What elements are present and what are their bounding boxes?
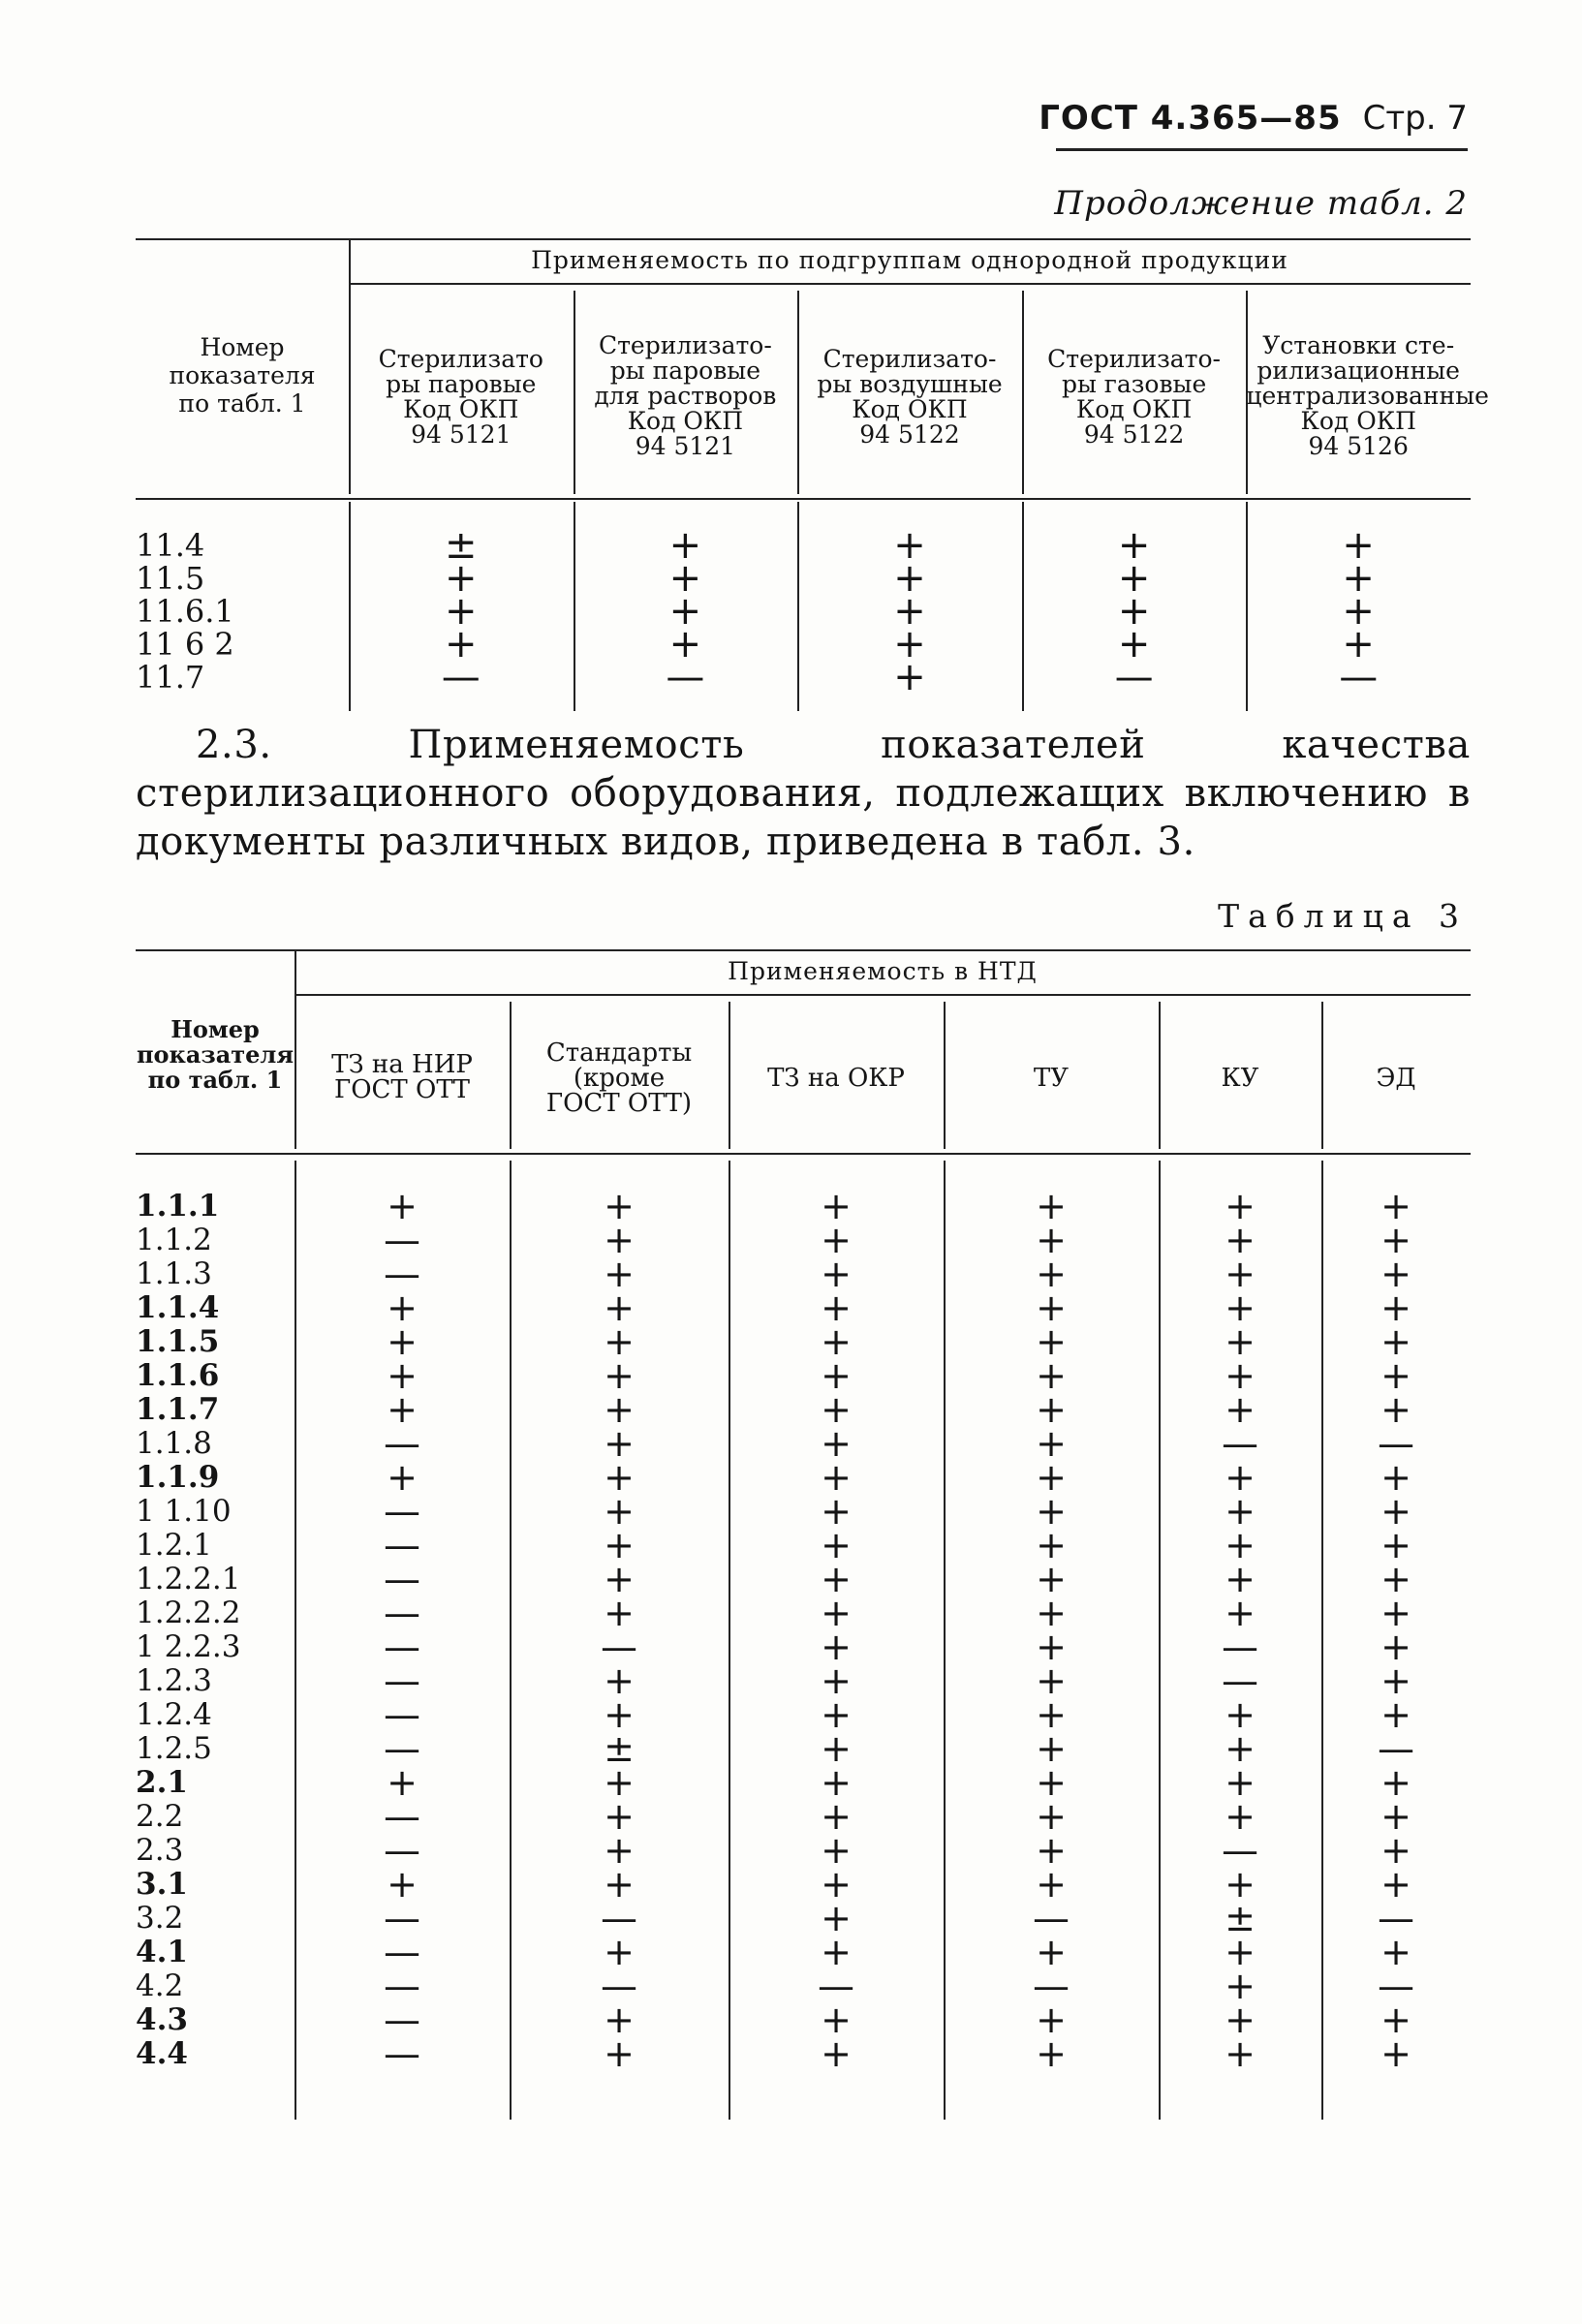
applicability-mark: + xyxy=(1036,1388,1067,1431)
column-header-line: КУ xyxy=(1221,1064,1259,1093)
applicability-mark: + xyxy=(604,1253,635,1295)
column-header-line: Стерилизато- xyxy=(1047,345,1222,373)
applicability-mark: — xyxy=(1033,1965,1070,2007)
column-header-line: 94 5121 xyxy=(635,432,736,460)
applicability-mark: + xyxy=(604,1219,635,1261)
applicability-mark: + xyxy=(1225,1524,1256,1566)
applicability-mark: + xyxy=(604,1999,635,2041)
applicability-mark: + xyxy=(1380,1354,1411,1397)
applicability-mark: + xyxy=(604,1558,635,1600)
applicability-mark: + xyxy=(1036,1558,1067,1600)
applicability-mark: + xyxy=(821,1320,852,1363)
row-header-line: показателя xyxy=(169,361,316,389)
applicability-mark: + xyxy=(1036,1422,1067,1465)
applicability-mark: + xyxy=(1036,1253,1067,1295)
column-header-line: Установки сте- xyxy=(1262,331,1455,359)
applicability-mark: + xyxy=(821,1999,852,2041)
row-number: 1.1.4 xyxy=(136,1290,220,1325)
group-header-rule xyxy=(349,283,1471,285)
row-number: 1.1.8 xyxy=(136,1426,212,1461)
row-number: 1.2.5 xyxy=(136,1731,212,1766)
column-header-line: Код ОКП xyxy=(1300,407,1416,435)
column-header-line: рилизационные xyxy=(1256,356,1460,385)
applicability-mark: — xyxy=(384,1524,420,1566)
applicability-mark: + xyxy=(1117,523,1151,568)
row-number: 4.2 xyxy=(136,1968,184,2003)
applicability-mark: + xyxy=(893,622,926,666)
applicability-mark: — xyxy=(384,1829,420,1872)
column-header-line: Код ОКП xyxy=(627,407,744,435)
applicability-mark: + xyxy=(1117,556,1151,601)
applicability-mark: + xyxy=(1380,1286,1411,1329)
applicability-mark: + xyxy=(604,1354,635,1397)
applicability-mark: + xyxy=(821,1524,852,1566)
applicability-mark: — xyxy=(384,1626,420,1668)
applicability-mark: + xyxy=(1036,1761,1067,1804)
applicability-mark: + xyxy=(1225,2032,1256,2075)
column-header-line: ры паровые xyxy=(609,356,761,385)
column-header-line: ТЗ на ОКР xyxy=(767,1064,905,1093)
column-header-line: 94 5121 xyxy=(411,420,512,449)
applicability-mark: + xyxy=(604,1659,635,1702)
applicability-mark: + xyxy=(604,1286,635,1329)
applicability-mark: + xyxy=(1225,1185,1256,1227)
applicability-mark: + xyxy=(604,1931,635,1973)
applicability-mark: + xyxy=(1380,1558,1411,1600)
applicability-mark: + xyxy=(1380,1931,1411,1973)
applicability-mark: + xyxy=(821,1795,852,1838)
applicability-mark: + xyxy=(1036,1829,1067,1872)
row-header-line: Номер xyxy=(200,333,285,361)
applicability-mark: + xyxy=(821,1931,852,1973)
row-number: 1.1.1 xyxy=(136,1189,220,1224)
applicability-mark: + xyxy=(1380,1795,1411,1838)
applicability-mark: + xyxy=(604,1388,635,1431)
row-header-line: по табл. 1 xyxy=(147,1066,283,1094)
applicability-mark: + xyxy=(1225,1592,1256,1634)
applicability-mark: — xyxy=(1222,1422,1258,1465)
group-header-rule xyxy=(295,994,1471,996)
applicability-mark: + xyxy=(1036,1354,1067,1397)
applicability-mark: + xyxy=(1380,1320,1411,1363)
applicability-mark: — xyxy=(384,1999,420,2041)
row-number: 11.4 xyxy=(136,527,205,564)
applicability-mark: + xyxy=(604,1456,635,1499)
page-header xyxy=(1039,99,1468,138)
applicability-mark: + xyxy=(1117,589,1151,634)
applicability-mark: + xyxy=(1225,1931,1256,1973)
column-header-line: Стерилизато- xyxy=(598,331,772,359)
row-number: 1.1.7 xyxy=(136,1392,220,1427)
applicability-mark: + xyxy=(893,556,926,601)
column-header-line: ЭД xyxy=(1376,1064,1416,1093)
row-number-header xyxy=(136,1017,295,1093)
column-header xyxy=(574,333,798,459)
row-number: 1.2.4 xyxy=(136,1697,212,1732)
column-header-line: Код ОКП xyxy=(403,395,519,423)
applicability-mark: — xyxy=(1378,1422,1414,1465)
applicability-mark: + xyxy=(1380,1388,1411,1431)
row-number: 3.1 xyxy=(136,1867,188,1902)
row-number-header xyxy=(136,333,349,418)
applicability-mark: — xyxy=(1222,1626,1258,1668)
standard-code: ГОСТ 4.365—85 xyxy=(1039,99,1342,138)
column-header xyxy=(797,347,1022,448)
row-number: 2.2 xyxy=(136,1799,184,1834)
applicability-mark: ± xyxy=(604,1727,635,1770)
applicability-mark: — xyxy=(601,1965,637,2007)
row-number: 4.1 xyxy=(136,1935,188,1969)
row-number: 1 1.10 xyxy=(136,1494,232,1529)
row-number: 3.2 xyxy=(136,1901,184,1936)
applicability-mark: + xyxy=(1380,1219,1411,1261)
column-header-line: ТУ xyxy=(1033,1064,1070,1093)
applicability-mark: — xyxy=(1114,655,1154,699)
column-header xyxy=(1246,331,1489,460)
applicability-mark: + xyxy=(1380,2032,1411,2075)
column-header xyxy=(1321,1066,1471,1091)
applicability-mark: + xyxy=(387,1320,418,1363)
applicability-mark: + xyxy=(1036,1727,1067,1770)
applicability-mark: + xyxy=(387,1863,418,1906)
applicability-mark: — xyxy=(384,1592,420,1634)
applicability-mark: — xyxy=(1222,1829,1258,1872)
applicability-mark: + xyxy=(893,655,926,699)
table-top-rule xyxy=(136,238,1471,240)
applicability-mark: + xyxy=(821,2032,852,2075)
applicability-mark: + xyxy=(821,1286,852,1329)
row-number: 11.7 xyxy=(136,659,205,696)
table-2-continuation xyxy=(136,238,1489,721)
applicability-mark: + xyxy=(1036,1659,1067,1702)
applicability-mark: + xyxy=(1342,622,1375,666)
applicability-mark: + xyxy=(1036,1626,1067,1668)
applicability-mark: + xyxy=(604,1829,635,1872)
row-number: 11.5 xyxy=(136,560,205,597)
applicability-mark: + xyxy=(1036,1592,1067,1634)
applicability-mark: — xyxy=(384,1490,420,1533)
applicability-mark: + xyxy=(1036,1185,1067,1227)
applicability-mark: — xyxy=(1222,1659,1258,1702)
column-header-line: для растворов xyxy=(594,382,777,410)
applicability-mark: — xyxy=(1378,1897,1414,1939)
row-number: 1.2.2.2 xyxy=(136,1596,241,1630)
applicability-mark: + xyxy=(1036,1286,1067,1329)
applicability-mark: ± xyxy=(445,523,478,568)
applicability-mark: — xyxy=(384,1219,420,1261)
applicability-mark: + xyxy=(1036,1863,1067,1906)
applicability-mark: + xyxy=(668,589,702,634)
applicability-mark: + xyxy=(821,1863,852,1906)
applicability-mark: — xyxy=(666,655,705,699)
column-header-line: Код ОКП xyxy=(1075,395,1193,423)
row-number: 1.2.3 xyxy=(136,1663,212,1698)
applicability-mark: + xyxy=(387,1354,418,1397)
row-header-line: по табл. 1 xyxy=(178,389,306,418)
applicability-mark: — xyxy=(1033,1897,1070,1939)
column-header-line: ТЗ на НИР xyxy=(331,1050,473,1079)
applicability-mark: + xyxy=(1036,1490,1067,1533)
applicability-mark: + xyxy=(1342,589,1375,634)
applicability-mark: + xyxy=(1380,1592,1411,1634)
applicability-mark: + xyxy=(1380,1659,1411,1702)
header-bottom-rule xyxy=(136,498,1471,500)
applicability-mark: + xyxy=(821,1422,852,1465)
applicability-mark: + xyxy=(668,556,702,601)
applicability-mark: + xyxy=(1225,1863,1256,1906)
column-header-line: Стандарты xyxy=(545,1038,693,1068)
applicability-mark: — xyxy=(384,1931,420,1973)
group-header: Применяемость в НТД xyxy=(728,957,1038,985)
column-header xyxy=(1159,1066,1321,1091)
applicability-mark: + xyxy=(1036,1999,1067,2041)
applicability-mark: — xyxy=(384,1897,420,1939)
applicability-mark: + xyxy=(1225,1727,1256,1770)
applicability-mark: + xyxy=(821,1388,852,1431)
applicability-mark: + xyxy=(1342,556,1375,601)
applicability-mark: — xyxy=(384,1558,420,1600)
applicability-mark: + xyxy=(821,1829,852,1872)
column-header-line: ры паровые xyxy=(386,370,537,398)
column-header xyxy=(295,1052,510,1102)
applicability-mark: + xyxy=(604,1592,635,1634)
applicability-mark: + xyxy=(1342,523,1375,568)
table-3 xyxy=(136,949,1471,2131)
applicability-mark: — xyxy=(818,1965,854,2007)
applicability-mark: — xyxy=(601,1626,637,1668)
applicability-mark: + xyxy=(821,1659,852,1702)
applicability-mark: + xyxy=(1380,1693,1411,1736)
row-number: 1.2.1 xyxy=(136,1528,212,1563)
applicability-mark: + xyxy=(1036,1524,1067,1566)
row-number: 2.1 xyxy=(136,1765,188,1800)
applicability-mark: — xyxy=(1378,1727,1414,1770)
row-number: 1.1.9 xyxy=(136,1460,220,1495)
column-header xyxy=(349,347,574,448)
row-number: 1.1.2 xyxy=(136,1223,212,1257)
applicability-mark: + xyxy=(821,1897,852,1939)
applicability-mark: + xyxy=(1225,1490,1256,1533)
applicability-mark: + xyxy=(821,1456,852,1499)
applicability-mark: + xyxy=(604,1422,635,1465)
applicability-mark: + xyxy=(1225,1388,1256,1431)
applicability-mark: + xyxy=(821,1354,852,1397)
row-number: 4.3 xyxy=(136,2002,188,2037)
column-header-line: ры газовые xyxy=(1061,370,1207,398)
applicability-mark: + xyxy=(821,1727,852,1770)
applicability-mark: + xyxy=(604,2032,635,2075)
column-header-line: 94 5122 xyxy=(1083,420,1185,449)
page-number: Стр. 7 xyxy=(1362,99,1468,138)
applicability-mark: + xyxy=(604,1863,635,1906)
applicability-mark: + xyxy=(1225,1693,1256,1736)
applicability-mark: + xyxy=(1380,1490,1411,1533)
applicability-mark: + xyxy=(387,1761,418,1804)
applicability-mark: — xyxy=(1339,655,1379,699)
column-header-line: ры воздушные xyxy=(817,370,1003,398)
applicability-mark: — xyxy=(384,1727,420,1770)
header-bottom-rule xyxy=(136,1153,1471,1155)
applicability-mark: + xyxy=(821,1693,852,1736)
row-number: 4.4 xyxy=(136,2036,188,2071)
applicability-mark: — xyxy=(441,655,481,699)
applicability-mark: + xyxy=(1225,1253,1256,1295)
applicability-mark: + xyxy=(1380,1626,1411,1668)
applicability-mark: + xyxy=(1036,2032,1067,2075)
applicability-mark: + xyxy=(821,1626,852,1668)
column-header-line: ГОСТ ОТТ) xyxy=(545,1089,693,1118)
applicability-mark: + xyxy=(1380,1456,1411,1499)
applicability-mark: + xyxy=(1380,1761,1411,1804)
applicability-mark: + xyxy=(604,1490,635,1533)
applicability-mark: + xyxy=(1225,1286,1256,1329)
row-number: 2.3 xyxy=(136,1833,184,1868)
applicability-mark: + xyxy=(387,1456,418,1499)
column-header-line: 94 5122 xyxy=(859,420,960,449)
applicability-mark: + xyxy=(893,589,926,634)
applicability-mark: ± xyxy=(1225,1897,1256,1939)
applicability-mark: + xyxy=(387,1185,418,1227)
applicability-mark: + xyxy=(445,556,478,601)
applicability-mark: + xyxy=(668,622,702,666)
column-header-line: Код ОКП xyxy=(852,395,968,423)
applicability-mark: + xyxy=(821,1219,852,1261)
applicability-mark: + xyxy=(387,1286,418,1329)
first-column-rule xyxy=(295,949,296,1149)
applicability-mark: + xyxy=(604,1524,635,1566)
applicability-mark: + xyxy=(1036,1693,1067,1736)
applicability-mark: + xyxy=(1036,1456,1067,1499)
applicability-mark: + xyxy=(1225,1354,1256,1397)
applicability-mark: — xyxy=(601,1897,637,1939)
applicability-mark: + xyxy=(1117,622,1151,666)
applicability-mark: + xyxy=(821,1558,852,1600)
applicability-mark: + xyxy=(668,523,702,568)
continuation-caption: Продолжение табл. 2 xyxy=(1054,184,1468,223)
column-header-line: ГОСТ ОТТ xyxy=(333,1075,471,1104)
applicability-mark: + xyxy=(1225,1965,1256,2007)
row-number: 1.1.6 xyxy=(136,1358,220,1393)
applicability-mark: + xyxy=(893,523,926,568)
group-header: Применяемость по подгруппам однородной продукции xyxy=(531,246,1288,274)
column-header xyxy=(944,1066,1159,1091)
applicability-mark: — xyxy=(1378,1965,1414,2007)
row-header-line: Номер xyxy=(171,1015,260,1043)
column-header-line: Стерилизато xyxy=(378,345,543,373)
applicability-mark: + xyxy=(1380,1863,1411,1906)
row-number: 1 2.2.3 xyxy=(136,1629,241,1664)
applicability-mark: — xyxy=(384,1659,420,1702)
applicability-mark: + xyxy=(1036,1795,1067,1838)
applicability-mark: + xyxy=(445,589,478,634)
applicability-mark: + xyxy=(1036,1931,1067,1973)
applicability-mark: + xyxy=(821,1761,852,1804)
applicability-mark: + xyxy=(821,1592,852,1634)
applicability-mark: + xyxy=(1036,1320,1067,1363)
applicability-mark: + xyxy=(1380,1524,1411,1566)
applicability-mark: — xyxy=(384,1693,420,1736)
applicability-mark: — xyxy=(384,1795,420,1838)
column-header-line: 94 5126 xyxy=(1308,432,1409,460)
applicability-mark: + xyxy=(1225,1999,1256,2041)
applicability-mark: + xyxy=(604,1185,635,1227)
applicability-mark: + xyxy=(1380,1829,1411,1872)
applicability-mark: + xyxy=(604,1795,635,1838)
column-header-line: централизованные xyxy=(1246,382,1489,410)
applicability-mark: + xyxy=(1380,1999,1411,2041)
applicability-mark: + xyxy=(821,1253,852,1295)
table-top-rule xyxy=(136,949,1471,951)
column-header xyxy=(1022,347,1247,448)
applicability-mark: + xyxy=(445,622,478,666)
applicability-mark: + xyxy=(1225,1219,1256,1261)
applicability-mark: — xyxy=(384,2032,420,2075)
column-header-line: (кроме xyxy=(573,1064,666,1093)
applicability-mark: — xyxy=(384,1422,420,1465)
applicability-mark: + xyxy=(387,1388,418,1431)
applicability-mark: + xyxy=(604,1320,635,1363)
applicability-mark: + xyxy=(1380,1253,1411,1295)
row-number: 11 6 2 xyxy=(136,626,234,663)
applicability-mark: — xyxy=(384,1965,420,2007)
applicability-mark: + xyxy=(1225,1320,1256,1363)
applicability-mark: + xyxy=(821,1490,852,1533)
applicability-mark: + xyxy=(1225,1456,1256,1499)
applicability-mark: + xyxy=(1225,1761,1256,1804)
applicability-mark: + xyxy=(604,1761,635,1804)
applicability-mark: — xyxy=(384,1253,420,1295)
row-number: 11.6.1 xyxy=(136,593,234,630)
applicability-mark: + xyxy=(604,1693,635,1736)
row-number: 1.2.2.1 xyxy=(136,1562,241,1596)
row-number: 1.1.3 xyxy=(136,1256,212,1291)
applicability-mark: + xyxy=(1036,1219,1067,1261)
applicability-mark: + xyxy=(1225,1558,1256,1600)
applicability-mark: + xyxy=(1380,1185,1411,1227)
column-header xyxy=(510,1040,729,1116)
row-header-line: показателя xyxy=(136,1040,295,1069)
column-header xyxy=(729,1066,944,1091)
applicability-mark: + xyxy=(1225,1795,1256,1838)
header-rule xyxy=(1056,148,1468,151)
column-header-line: Стерилизато- xyxy=(822,345,997,373)
applicability-mark: + xyxy=(821,1185,852,1227)
table-3-label: Таблица 3 xyxy=(1218,897,1468,935)
paragraph-2-3: 2.3. Применяемость показателей качества стерилизационного оборудования, подлежащих включению в документы различных видов, приведена в табл. 3. xyxy=(136,723,1471,864)
row-number: 1.1.5 xyxy=(136,1324,220,1359)
